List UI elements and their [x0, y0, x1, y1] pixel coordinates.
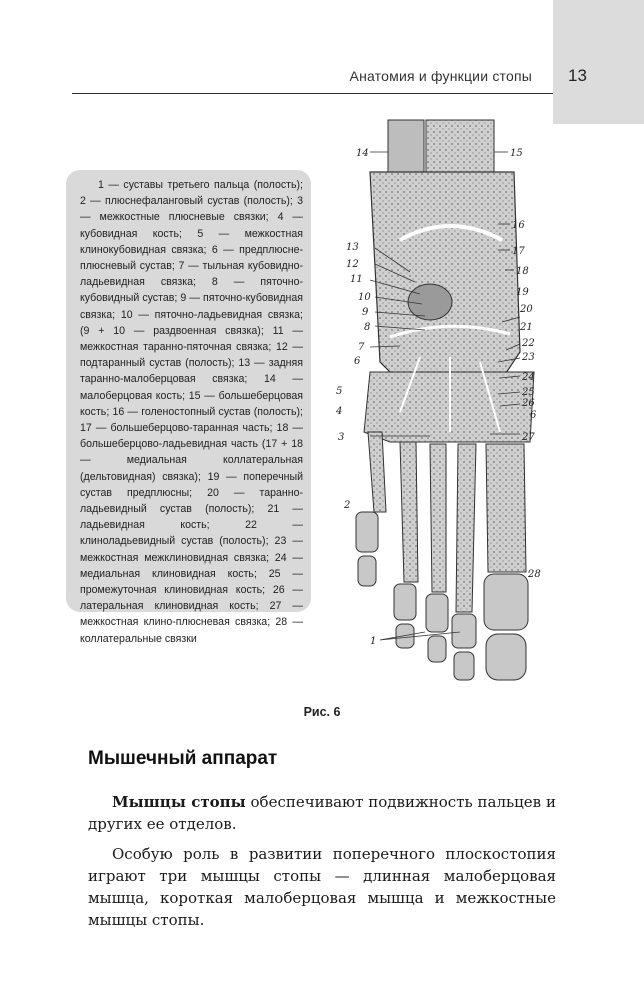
fig-label-7: 7: [358, 342, 365, 353]
header-rule: [72, 93, 553, 94]
fig-label-26: 26: [522, 398, 535, 409]
section-title: Мышечный аппарат: [88, 748, 278, 769]
fig-label-12: 12: [346, 259, 359, 270]
foot-anatomy-figure: [330, 112, 570, 687]
fig-label-14: 14: [356, 148, 369, 159]
fig-label-6b: 6: [530, 410, 537, 421]
fig-label-3: 3: [338, 432, 345, 443]
fig-label-21: 21: [520, 322, 533, 333]
paragraph-1-bold: Мышцы стопы: [112, 793, 246, 811]
paragraph-1: [88, 791, 556, 835]
fig-label-22: 22: [522, 338, 535, 349]
fig-label-9: 9: [362, 307, 369, 318]
fig-label-8: 8: [364, 322, 371, 333]
fig-label-18: 18: [516, 266, 529, 277]
fig-label-1: 1: [370, 636, 377, 647]
fig-label-2: 2: [344, 500, 351, 511]
page-number: 13: [568, 66, 587, 85]
fig-label-16: 16: [512, 220, 525, 231]
foot-bones-illustration: [330, 112, 570, 687]
figure-legend: 1 — суставы третьего пальца (полость); 2 — плюснефаланговый сустав (полость); 3 — межкостные плюсневые связки; 4 — кубовидная кость; 5 — межкостная клинокубовидная связка; 6 — предплюсне-плюсневый сустав; 7 — тыльная кубовидно-ладьевидная связка; 8 — пяточно-кубовидный сустав; 9 — пяточно-кубовидная связка; 10 — пяточно-ладьевидная связка; (9 + 10 — раздвоенная связка); 11 — межкостная таранно-пяточная связка; 12 — подтаранный сустав (полость); 13 — задняя таранно-малоберцовая связка; 14 — малоберцовая кость; 15 — большеберцовая кость; 16 — голеностопный сустав (полость); 17 — большеберцово-таранная часть; 18 — большеберцово-ладьевидная часть (17 + 18 — медиальная коллатеральная (дельтовидная) связка); 19 — поперечный сустав предплюсны; 20 — таранно-ладьевидный сустав (полость); 21 — ладьевидная кость; 22 — клиноладьевидный сустав (полость); 23 — межкостная межклиновидная связка; 24 — медиальная клиновидная кость; 25 — промежуточная клиновидная кость; 26 — латеральная клиновидная кость; 27 — межкостная клино-плюсневая связка; 28 — коллатеральные связки: [66, 170, 311, 612]
fig-label-19: 19: [516, 287, 529, 298]
fig-label-15: 15: [510, 148, 523, 159]
fig-label-4: 4: [336, 406, 343, 417]
fig-label-20: 20: [520, 304, 533, 315]
fig-label-23: 23: [522, 352, 535, 363]
fig-label-28: 28: [528, 569, 541, 580]
paragraph-2: Особую роль в развитии поперечного плоскостопия играют три мышцы стопы — длинная малоберцовая мышца, короткая малоберцовая мышца и межкостные мышцы стопы.: [88, 845, 556, 929]
figure-caption: Рис. 6: [303, 705, 341, 719]
fig-label-17: 17: [512, 246, 525, 257]
page-number-tab: [553, 0, 644, 124]
fig-label-25: 25: [522, 387, 535, 398]
fig-label-5: 5: [336, 386, 343, 397]
fig-label-13: 13: [346, 242, 359, 253]
paragraph-1-rest: обеспечивают подвижность пальцев и других ее отделов.: [88, 793, 556, 833]
fig-label-24: 24: [522, 372, 535, 383]
fig-label-27: 27: [522, 432, 535, 443]
fig-label-10: 10: [358, 292, 371, 303]
fig-label-11: 11: [350, 274, 363, 285]
fig-label-6: 6: [354, 356, 361, 367]
running-head: Анатомия и функции стопы: [349, 68, 532, 84]
